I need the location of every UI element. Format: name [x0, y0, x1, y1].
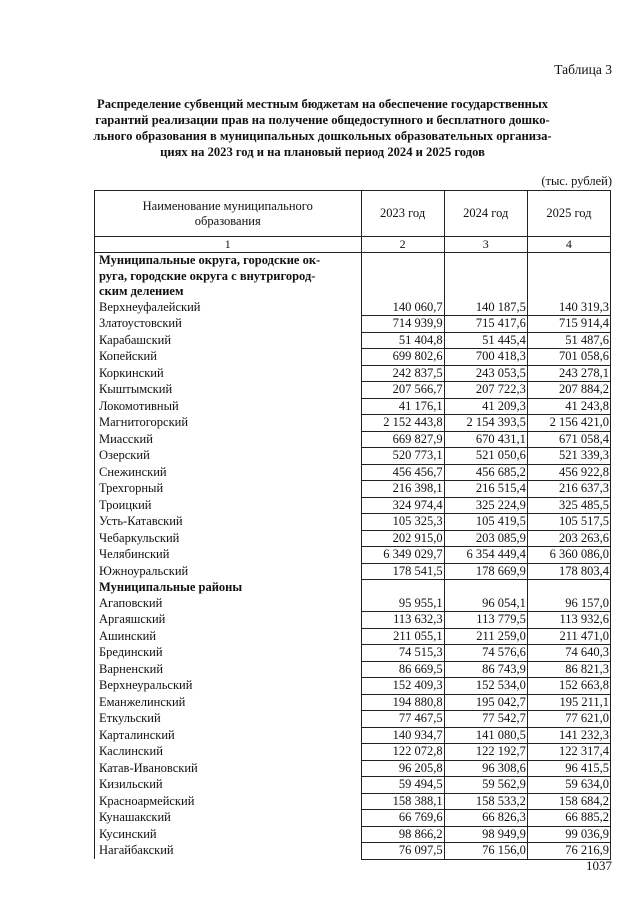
- value-2024: 152 534,0: [444, 678, 527, 695]
- municipality-name: Южноуральский: [95, 563, 362, 580]
- municipality-name: Трехгорный: [95, 481, 362, 498]
- value-2023: 59 494,5: [361, 777, 444, 794]
- table-row: [95, 497, 611, 514]
- value-2024: 41 209,3: [444, 398, 527, 415]
- municipality-name: Брединский: [95, 645, 362, 662]
- municipality-name: Копейский: [95, 349, 362, 366]
- municipality-name: Магнитогорский: [95, 415, 362, 432]
- value-2023: 6 349 029,7: [361, 547, 444, 564]
- value-2024: 211 259,0: [444, 628, 527, 645]
- value-2024: 2 154 393,5: [444, 415, 527, 432]
- value-2023: 669 827,9: [361, 431, 444, 448]
- value-2023: 178 541,5: [361, 563, 444, 580]
- title-line: льного образования в муниципальных дошкольных образовательных организа-: [93, 129, 552, 143]
- value-2025: 141 232,3: [527, 727, 610, 744]
- value-2025: 66 885,2: [527, 810, 610, 827]
- table-row: [95, 678, 611, 695]
- municipality-name: Верхнеуральский: [95, 678, 362, 695]
- value-2024: 700 418,3: [444, 349, 527, 366]
- section-header-row: [95, 253, 611, 300]
- header-2024: 2024 год: [444, 191, 527, 237]
- value-2023: 456 456,7: [361, 464, 444, 481]
- value-2024: 456 685,2: [444, 464, 527, 481]
- table-row: [95, 316, 611, 333]
- value-2025: 51 487,6: [527, 332, 610, 349]
- table-row: [95, 547, 611, 564]
- value-2024: 141 080,5: [444, 727, 527, 744]
- value-2025: 243 278,1: [527, 365, 610, 382]
- value-2023: 77 467,5: [361, 711, 444, 728]
- value-2024: 96 054,1: [444, 596, 527, 612]
- value-2024: 6 354 449,4: [444, 547, 527, 564]
- empty-cell: [361, 580, 444, 596]
- value-2024: 670 431,1: [444, 431, 527, 448]
- table-row: [95, 777, 611, 794]
- municipality-name: Челябинский: [95, 547, 362, 564]
- page-number: 1037: [586, 858, 612, 873]
- empty-cell: [444, 253, 527, 300]
- value-2023: 207 566,7: [361, 382, 444, 399]
- value-2024: 207 722,3: [444, 382, 527, 399]
- value-2023: 699 802,6: [361, 349, 444, 366]
- value-2023: 216 398,1: [361, 481, 444, 498]
- municipality-name: Миасский: [95, 431, 362, 448]
- table-row: [95, 415, 611, 432]
- table-row: [95, 612, 611, 629]
- value-2024: 86 743,9: [444, 661, 527, 678]
- value-2025: 122 317,4: [527, 744, 610, 761]
- table-header-row: [95, 191, 611, 237]
- title-line: Распределение субвенций местным бюджетам на обеспечение государственных: [97, 97, 548, 111]
- value-2023: 96 205,8: [361, 760, 444, 777]
- value-2023: 202 915,0: [361, 530, 444, 547]
- table-row: [95, 744, 611, 761]
- value-2025: 59 634,0: [527, 777, 610, 794]
- municipality-name: Агаповский: [95, 596, 362, 612]
- value-2025: 96 157,0: [527, 596, 610, 612]
- header-name: [95, 191, 362, 237]
- section-title-line: Муниципальные округа, городские ок-: [99, 253, 321, 267]
- table-row: [95, 793, 611, 810]
- value-2025: 195 211,1: [527, 694, 610, 711]
- value-2025: 207 884,2: [527, 382, 610, 399]
- value-2024: 325 224,9: [444, 497, 527, 514]
- value-2025: 671 058,4: [527, 431, 610, 448]
- value-2023: 66 769,6: [361, 810, 444, 827]
- value-2025: 211 471,0: [527, 628, 610, 645]
- value-2023: 520 773,1: [361, 448, 444, 465]
- value-2025: 74 640,3: [527, 645, 610, 662]
- value-2024: 203 085,9: [444, 530, 527, 547]
- value-2025: 96 415,5: [527, 760, 610, 777]
- value-2023: 86 669,5: [361, 661, 444, 678]
- table-row: [95, 826, 611, 843]
- value-2025: 140 319,3: [527, 300, 610, 316]
- municipality-name: Кусинский: [95, 826, 362, 843]
- value-2024: 59 562,9: [444, 777, 527, 794]
- table-row: [95, 628, 611, 645]
- value-2025: 6 360 086,0: [527, 547, 610, 564]
- value-2024: 178 669,9: [444, 563, 527, 580]
- value-2023: 2 152 443,8: [361, 415, 444, 432]
- value-2025: 99 036,9: [527, 826, 610, 843]
- value-2025: 113 932,6: [527, 612, 610, 629]
- column-number: 3: [444, 237, 527, 253]
- value-2025: 152 663,8: [527, 678, 610, 695]
- value-2023: 122 072,8: [361, 744, 444, 761]
- table-label: Таблица 3: [554, 62, 612, 77]
- value-2024: 76 156,0: [444, 843, 527, 860]
- table-row: [95, 530, 611, 547]
- value-2024: 243 053,5: [444, 365, 527, 382]
- value-2023: 242 837,5: [361, 365, 444, 382]
- municipality-name: Варненский: [95, 661, 362, 678]
- empty-cell: [527, 580, 610, 596]
- title-line: циях на 2023 год и на плановый период 2024 и 2025 годов: [160, 145, 485, 159]
- value-2025: 158 684,2: [527, 793, 610, 810]
- municipality-name: Коркинский: [95, 365, 362, 382]
- table-row: [95, 448, 611, 465]
- table-row: [95, 694, 611, 711]
- municipality-name: Кизильский: [95, 777, 362, 794]
- value-2023: 113 632,3: [361, 612, 444, 629]
- header-2023: 2023 год: [361, 191, 444, 237]
- value-2023: 41 176,1: [361, 398, 444, 415]
- value-2024: 51 445,4: [444, 332, 527, 349]
- municipality-name: Кыштымский: [95, 382, 362, 399]
- value-2025: 77 621,0: [527, 711, 610, 728]
- table-row: [95, 711, 611, 728]
- table-row: [95, 349, 611, 366]
- value-2024: 96 308,6: [444, 760, 527, 777]
- municipality-name: Аргаяшский: [95, 612, 362, 629]
- table-row: [95, 332, 611, 349]
- value-2023: 98 866,2: [361, 826, 444, 843]
- value-2023: 211 055,1: [361, 628, 444, 645]
- municipality-name: Локомотивный: [95, 398, 362, 415]
- municipality-name: Каслинский: [95, 744, 362, 761]
- column-number-row: [95, 237, 611, 253]
- value-2025: 325 485,5: [527, 497, 610, 514]
- empty-cell: [527, 253, 610, 300]
- table-row: [95, 843, 611, 860]
- value-2025: 41 243,8: [527, 398, 610, 415]
- table-row: [95, 661, 611, 678]
- title-line: гарантий реализации прав на получение общедоступного и бесплатного дошко-: [95, 113, 550, 127]
- value-2024: 521 050,6: [444, 448, 527, 465]
- section-title: [95, 253, 362, 300]
- table-row: [95, 300, 611, 316]
- value-2023: 158 388,1: [361, 793, 444, 810]
- municipality-name: Троицкий: [95, 497, 362, 514]
- column-number: 4: [527, 237, 610, 253]
- table-row: [95, 464, 611, 481]
- section-title-line: ским делением: [99, 284, 184, 298]
- section-header-row: [95, 580, 611, 596]
- header-name-line: Наименование муниципального: [142, 198, 313, 213]
- units-note: (тыс. рублей): [541, 174, 612, 188]
- table-row: [95, 365, 611, 382]
- municipality-name: Озерский: [95, 448, 362, 465]
- municipality-name: Еманжелинский: [95, 694, 362, 711]
- municipality-name: Верхнеуфалейский: [95, 300, 362, 316]
- municipality-name: Снежинский: [95, 464, 362, 481]
- municipality-name: Катав-Ивановский: [95, 760, 362, 777]
- value-2024: 216 515,4: [444, 481, 527, 498]
- value-2025: 86 821,3: [527, 661, 610, 678]
- column-number: 1: [95, 237, 362, 253]
- value-2024: 122 192,7: [444, 744, 527, 761]
- value-2023: 140 934,7: [361, 727, 444, 744]
- value-2025: 178 803,4: [527, 563, 610, 580]
- value-2023: 324 974,4: [361, 497, 444, 514]
- municipality-name: Усть-Катавский: [95, 514, 362, 531]
- section-title-line: Муниципальные районы: [99, 579, 243, 594]
- value-2025: 456 922,8: [527, 464, 610, 481]
- municipality-name: Красноармейский: [95, 793, 362, 810]
- table-row: [95, 431, 611, 448]
- section-title-line: руга, городские округа с внутригород-: [99, 268, 316, 283]
- table-row: [95, 398, 611, 415]
- value-2025: 2 156 421,0: [527, 415, 610, 432]
- section-title: [95, 580, 362, 596]
- value-2023: 74 515,3: [361, 645, 444, 662]
- value-2024: 715 417,6: [444, 316, 527, 333]
- municipality-name: Еткульский: [95, 711, 362, 728]
- table-row: [95, 810, 611, 827]
- value-2024: 195 042,7: [444, 694, 527, 711]
- column-number: 2: [361, 237, 444, 253]
- value-2025: 203 263,6: [527, 530, 610, 547]
- table-row: [95, 645, 611, 662]
- municipality-name: Чебаркульский: [95, 530, 362, 547]
- value-2025: 701 058,6: [527, 349, 610, 366]
- value-2023: 51 404,8: [361, 332, 444, 349]
- municipality-name: Кунашакский: [95, 810, 362, 827]
- value-2024: 140 187,5: [444, 300, 527, 316]
- value-2023: 152 409,3: [361, 678, 444, 695]
- table-row: [95, 563, 611, 580]
- value-2025: 216 637,3: [527, 481, 610, 498]
- header-2025: 2025 год: [527, 191, 610, 237]
- table-row: [95, 596, 611, 612]
- value-2023: 76 097,5: [361, 843, 444, 860]
- table-row: [95, 727, 611, 744]
- value-2025: 521 339,3: [527, 448, 610, 465]
- value-2024: 74 576,6: [444, 645, 527, 662]
- value-2023: 140 060,7: [361, 300, 444, 316]
- empty-cell: [361, 253, 444, 300]
- value-2023: 95 955,1: [361, 596, 444, 612]
- table-row: [95, 760, 611, 777]
- table-row: [95, 481, 611, 498]
- value-2024: 66 826,3: [444, 810, 527, 827]
- table-row: [95, 514, 611, 531]
- value-2023: 194 880,8: [361, 694, 444, 711]
- table-row: [95, 382, 611, 399]
- header-name-line: образования: [194, 213, 261, 228]
- empty-cell: [444, 580, 527, 596]
- municipality-name: Нагайбакский: [95, 843, 362, 860]
- value-2025: 76 216,9: [527, 843, 610, 860]
- value-2024: 77 542,7: [444, 711, 527, 728]
- municipality-name: Ашинский: [95, 628, 362, 645]
- table-body: [95, 253, 611, 860]
- municipality-name: Карталинский: [95, 727, 362, 744]
- value-2023: 714 939,9: [361, 316, 444, 333]
- value-2023: 105 325,3: [361, 514, 444, 531]
- value-2025: 715 914,4: [527, 316, 610, 333]
- value-2024: 105 419,5: [444, 514, 527, 531]
- value-2024: 158 533,2: [444, 793, 527, 810]
- value-2025: 105 517,5: [527, 514, 610, 531]
- subvention-table: [94, 190, 611, 860]
- municipality-name: Карабашский: [95, 332, 362, 349]
- municipality-name: Златоустовский: [95, 316, 362, 333]
- value-2024: 113 779,5: [444, 612, 527, 629]
- value-2024: 98 949,9: [444, 826, 527, 843]
- document-title: [80, 96, 565, 160]
